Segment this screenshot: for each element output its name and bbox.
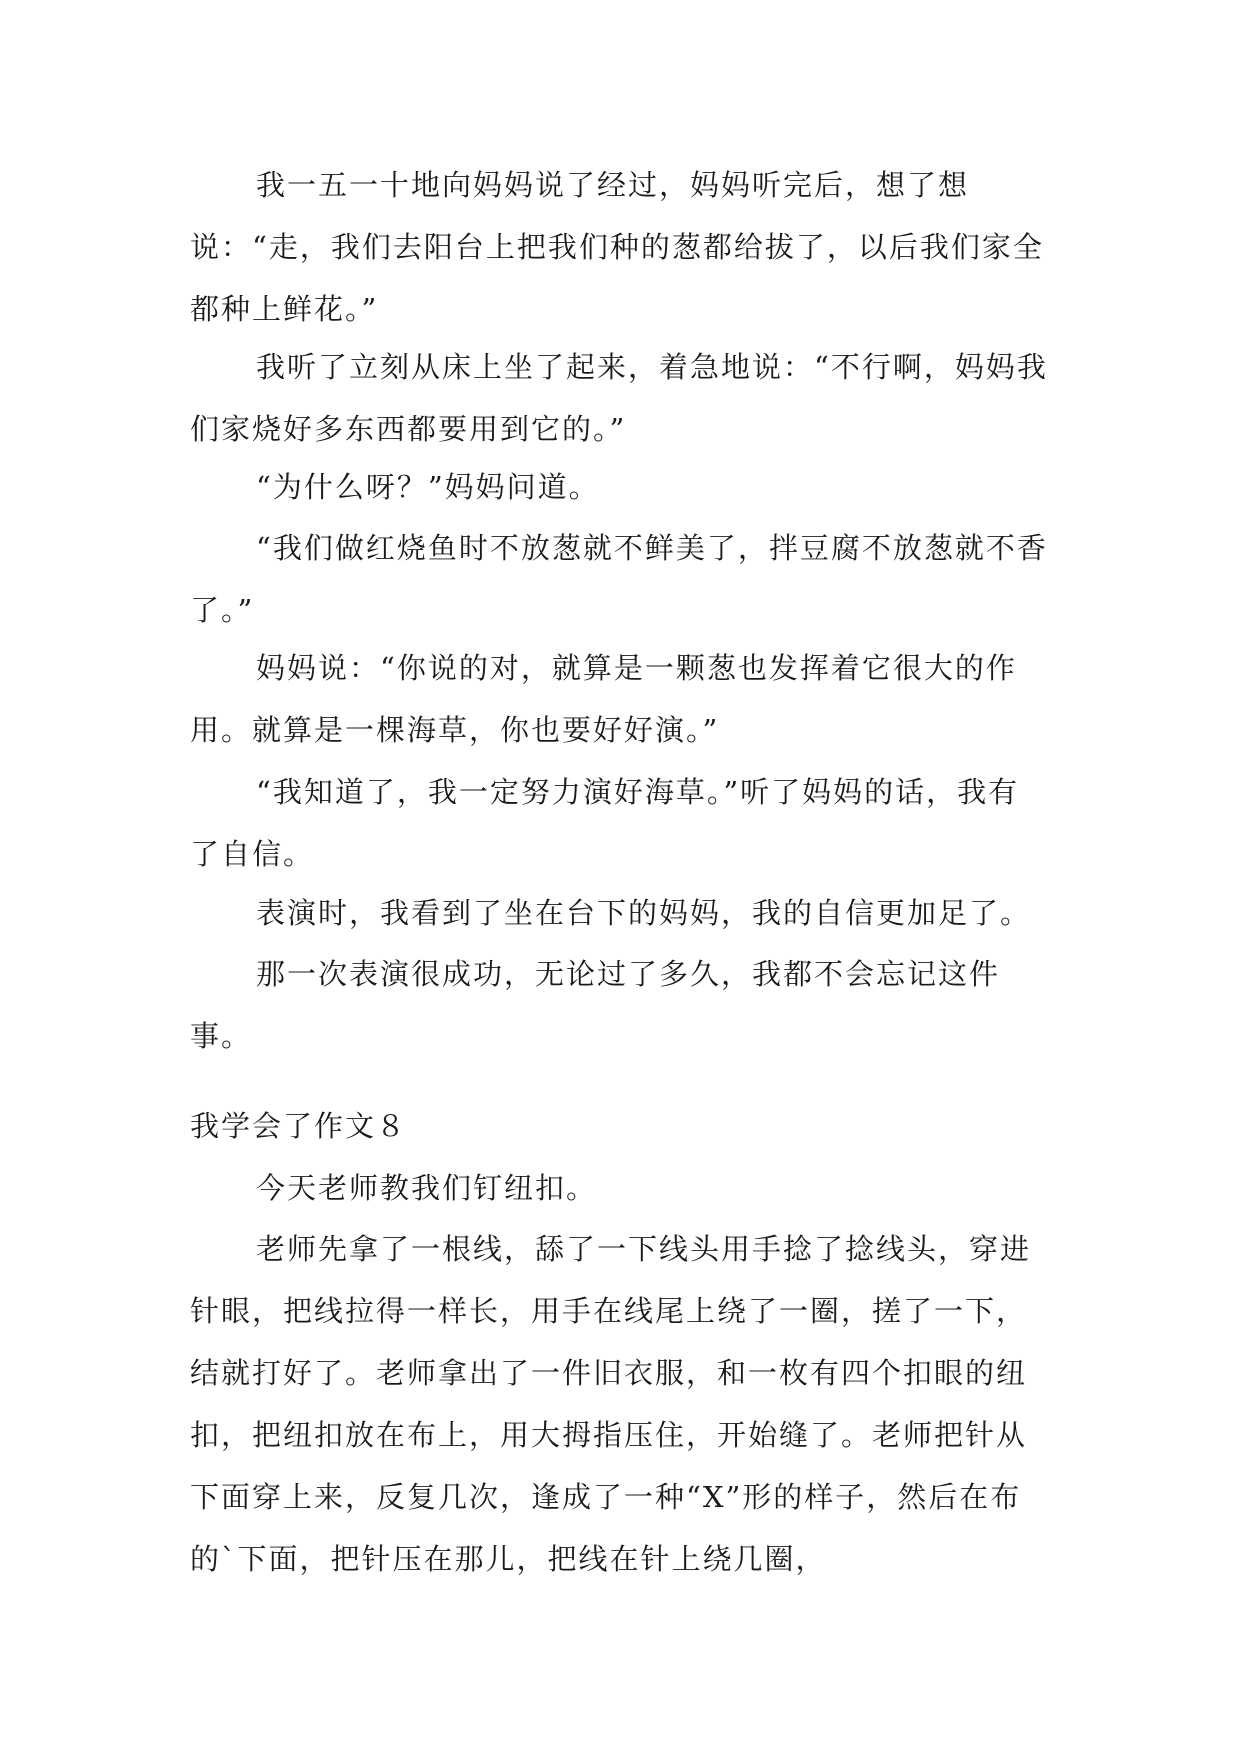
- paragraph: 表演时，我看到了坐在台下的妈妈，我的自信更加足了。: [256, 896, 1032, 930]
- paragraph: 那一次表演很成功，无论过了多久，我都不会忘记这件事。: [190, 957, 1001, 1053]
- paragraph: “我知道了，我一定努力演好海草。”听了妈妈的话，我有了自信。: [190, 775, 1020, 871]
- paragraph: “我们做红烧鱼时不放葱就不鲜美了，拌豆腐不放葱就不香了。”: [190, 531, 1048, 627]
- section-title: 我学会了作文８: [190, 1109, 408, 1143]
- paragraph: 我听了立刻从床上坐了起来，着急地说：“不行啊，妈妈我们家烧好多东西都要用到它的。”: [190, 350, 1048, 446]
- paragraph: “为什么呀？”妈妈问道。: [256, 470, 600, 504]
- paragraph: 我一五一十地向妈妈说了经过，妈妈听完后，想了想说：“走，我们去阳台上把我们种的葱都给拔了，以后我们家全都种上鲜花。”: [190, 168, 1044, 326]
- paragraph: 今天老师教我们钉纽扣。: [256, 1171, 598, 1205]
- paragraph: 妈妈说：“你说的对，就算是一颗葱也发挥着它很大的作用。就算是一棵海草，你也要好好演。”: [190, 651, 1017, 747]
- paragraph: 老师先拿了一根线，舔了一下线头用手捻了捻线头，穿进针眼，把线拉得一样长，用手在线尾上绕了一圈，搓了一下，结就打好了。老师拿出了一件旧衣服，和一枚有四个扣眼的纽扣，把纽扣放在布上，用大拇指压住，开始缝了。老师把针从下面穿上来，反复几次，逢成了一种“X”形的样子，然后在布的`下面，把针压在那儿，把线在针上绕几圈，: [190, 1232, 1032, 1576]
